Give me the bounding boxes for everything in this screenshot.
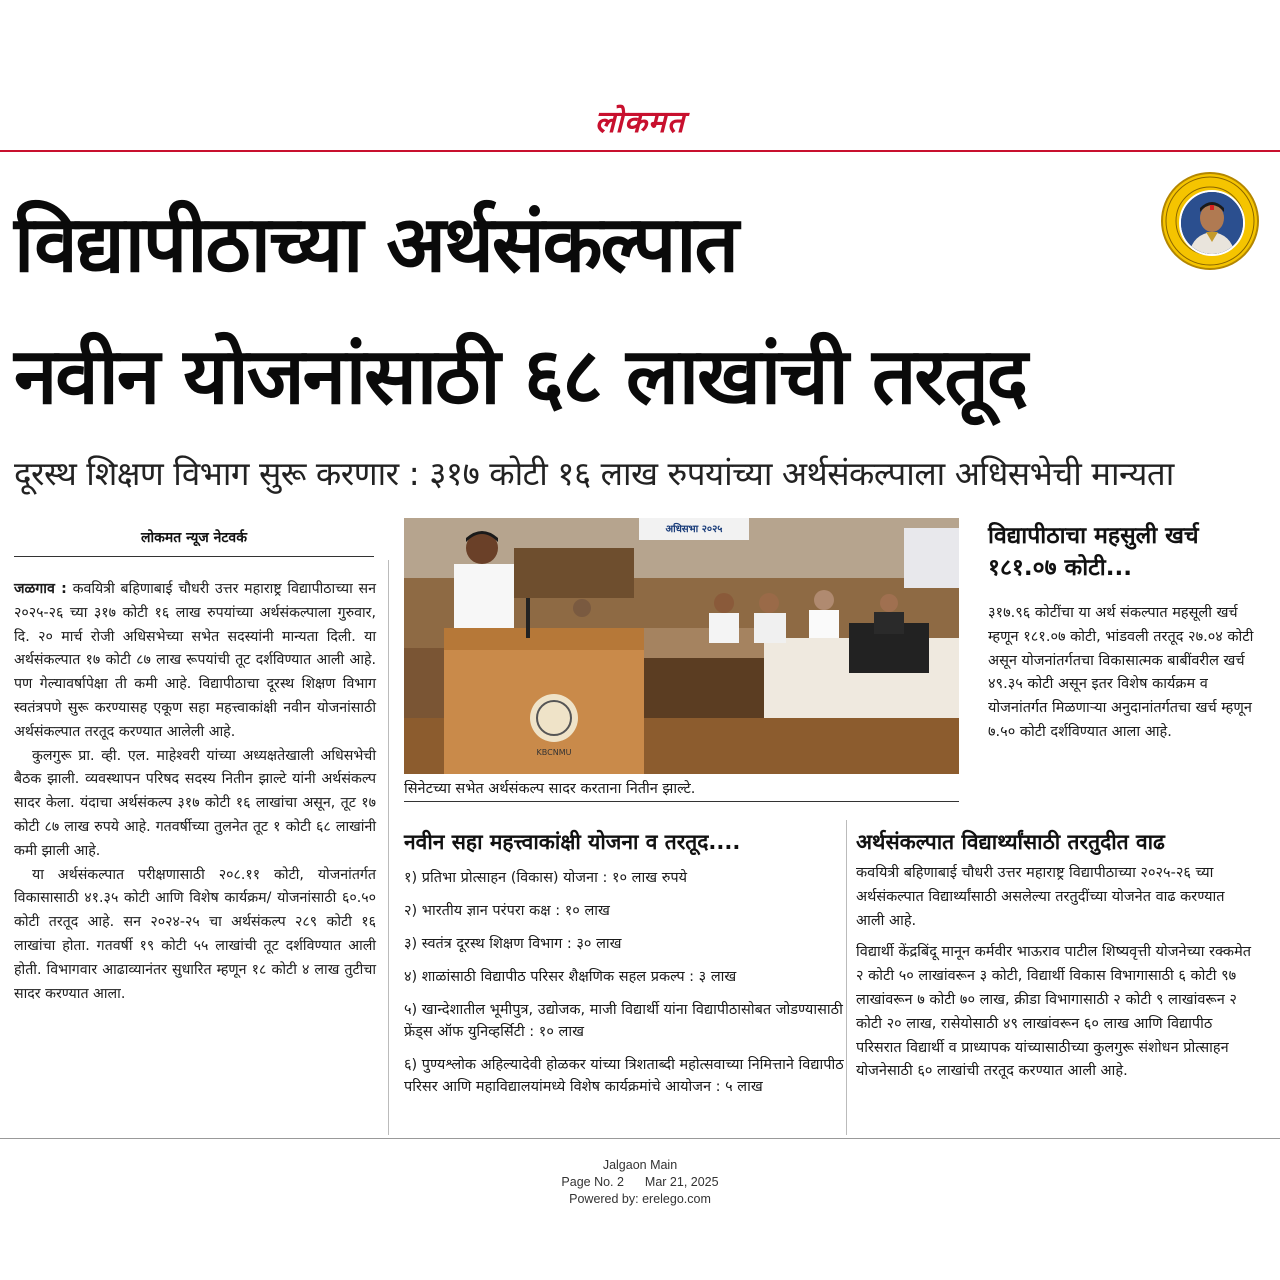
article-paragraph-1-text: कवयित्री बहिणाबाई चौधरी उत्तर महाराष्ट्र विद्यापीठाच्या सन २०२५-२६ च्या ३१७ कोटी १६ लाख रुपयांच्या अर्थसंकल्पाला गुरुवार, दि. २० मार्च रोजी अधिसभेच्या सभेत सदस्यांनी मान्यता दिली. या अर्थसंकल्पात १७ कोटी ८७ लाख रूपयांची तूट दर्शविण्यात आली आहे. पण गेल्यावर्षापेक्षा ती कमी आहे. विद्यापीठाचा दूरस्थ शिक्षण विभाग स्वतंत्रपणे सुरू करण्यासह एकूण सहा महत्त्वाकांक्षी नवीन योजनांसाठी अर्थसंकल्पात तरतूद करण्यात आलेली आहे.	[14, 581, 376, 740]
article-paragraph-3: या अर्थसंकल्पात परीक्षणासाठी २०८.११ कोटी, योजनांतर्गत विकासासाठी ४१.३५ कोटी आणि विशेष कार्यक्रम/ योजनांसाठी ६०.५० कोटी तरतूद आहे. सन २०२४-२५ चा अर्थसंकल्प २८९ कोटी १६ लाखांचा होता. गतवर्षी १९ कोटी ५५ लाखांची तूट दर्शविण्यात आली होती. विभागवार आढाव्यानंतर सुधारित म्हणून १८ कोटी ४ लाख तुटीचा सादर करण्यात आला.	[14, 866, 376, 1002]
article-body	[14, 578, 376, 1006]
person-icon	[1181, 192, 1243, 254]
footer-edition: Jalgaon Main	[602, 1158, 678, 1172]
schemes-heading: नवीन सहा महत्त्वाकांक्षी योजना व तरतूद....	[404, 830, 741, 854]
photo-banner-text: अधिसभा २०२५	[665, 524, 723, 535]
student-provision-paragraph-2: विद्यार्थी केंद्रबिंदू मानून कर्मवीर भाऊराव पाटील शिष्यवृत्ती योजनेच्या रक्कमेत २ कोटी ५० लाखांवरून ३ कोटी, विद्यार्थी विकास विभागासाठी ६ कोटी ९७ लाखांवरून ७ कोटी ७० लाख, क्रीडा विभागासाठी २ कोटी ९ लाखांवरून २ कोटी २० लाख, रासेयोसाठी ४९ लाखांवरून ६० लाख आणि विद्यापीठ परिसरात विद्यार्थी व प्राध्यापक यांच्यासाठीच्या कुलगुरू संशोधन प्रोत्साहन योजनेसाठी ६० लाखांची तरतूद करण्यात आली आहे.	[856, 944, 1252, 1080]
sidebar-body: ३१७.९६ कोटींचा या अर्थ संकल्पात महसूली खर्च म्हणून १८१.०७ कोटी, भांडवली तरतूद २७.०४ कोटी असून योजनांतर्गतचा विकासात्मक बाबींवरील खर्च ४९.३५ कोटी असून इतर विशेष कार्यक्रम व योजनांतर्गत मिळणाऱ्या अनुदानांतर्गतचा खर्च म्हणून ७.५० कोटी दर्शविण्यात आला आहे.	[988, 605, 1254, 740]
list-item: ३) स्वतंत्र दूरस्थ शिक्षण विभाग : ३० लाख	[404, 936, 622, 952]
byline: लोकमत न्यूज नेटवर्क	[141, 530, 247, 546]
footer-date: Mar 21, 2025	[644, 1175, 719, 1189]
list-item: २) भारतीय ज्ञान परंपरा कक्ष : १० लाख	[404, 903, 610, 919]
sidebar-heading: विद्यापीठाचा महसुली खर्च १८१.०७ कोटी...	[988, 523, 1199, 581]
photo-caption: सिनेटच्या सभेत अर्थसंकल्प सादर करताना नितीन झाल्टे.	[404, 781, 696, 797]
article-paragraph-2: कुलगुरू प्रा. व्ही. एल. माहेश्वरी यांच्या अध्यक्षतेखाली अधिसभेची बैठक झाली. व्यवस्थापन परिषद सदस्य नितीन झाल्टे यांनी अर्थसंकल्प सादर केला. यंदाचा अर्थसंकल्प ३१७ कोटी १६ लाखांचा असून, तूट १७ कोटी ८७ लाख रुपये आहे. गतवर्षीच्या तुलनेत तूट १ कोटी ६८ लाखांनी कमी झाली आहे.	[14, 747, 376, 859]
list-item: ४) शाळांसाठी विद्यापीठ परिसर शैक्षणिक सहल प्रकल्प : ३ लाख	[404, 969, 737, 985]
student-provision-heading: अर्थसंकल्पात विद्यार्थ्यांसाठी तरतुदीत वाढ	[856, 830, 1165, 854]
avatar	[1179, 190, 1245, 256]
masthead-logo: लोकमत	[594, 105, 686, 140]
headline-line-1: विद्यापीठाच्या अर्थसंकल्पात	[14, 200, 737, 290]
column-divider	[388, 560, 389, 1135]
dateline: जळगाव :	[14, 581, 67, 597]
list-item: १) प्रतिभा प्रोत्साहन (विकास) योजना : १० लाख रुपये	[404, 870, 688, 886]
list-item: ६) पुण्यश्लोक अहिल्यादेवी होळकर यांच्या त्रिशताब्दी महोत्सवाच्या निमित्ताने विद्यापीठ परिसर आणि महाविद्यालयांमध्ये विशेष कार्यक्रमांचे आयोजन : ५ लाख	[404, 1057, 844, 1095]
footer-powered[interactable]: Powered by: erelego.com	[569, 1192, 711, 1206]
bottom-rule	[0, 1138, 1280, 1139]
news-photo	[404, 518, 959, 774]
article-paragraph-1	[14, 578, 376, 745]
footer-page-info	[0, 1175, 1280, 1189]
student-provision-body	[856, 862, 1251, 1092]
caption-rule	[404, 801, 959, 802]
profile-badge	[1161, 172, 1259, 270]
byline-rule	[14, 556, 374, 557]
list-item: ५) खान्देशातील भूमीपुत्र, उद्योजक, माजी विद्यार्थी यांना विद्यापीठासोबत जोडण्यासाठी फ्रेंड्स ऑफ युनिव्हर्सिटी : १० लाख	[404, 1002, 843, 1040]
student-provision-paragraph-1: कवयित्री बहिणाबाई चौधरी उत्तर महाराष्ट्र विद्यापीठाच्या २०२५-२६ च्या अर्थसंकल्पात विद्यार्थ्यांसाठी असलेल्या तरतुदींच्या योजनेत वाढ करण्यात आली आहे.	[856, 865, 1225, 929]
headline-line-2: नवीन योजनांसाठी ६८ लाखांची तरतूद	[14, 332, 1027, 422]
column-divider-2	[846, 820, 847, 1135]
footer-page: Page No. 2	[561, 1175, 624, 1189]
senate-meeting-photo	[404, 518, 959, 774]
masthead-rule	[0, 150, 1280, 152]
subheadline: दूरस्थ शिक्षण विभाग सुरू करणार : ३१७ कोटी १६ लाख रुपयांच्या अर्थसंकल्पाला अधिसभेची मान्यता	[14, 454, 1174, 493]
schemes-list	[404, 867, 844, 1109]
podium-emblem-label: KBCNMU	[536, 748, 572, 757]
